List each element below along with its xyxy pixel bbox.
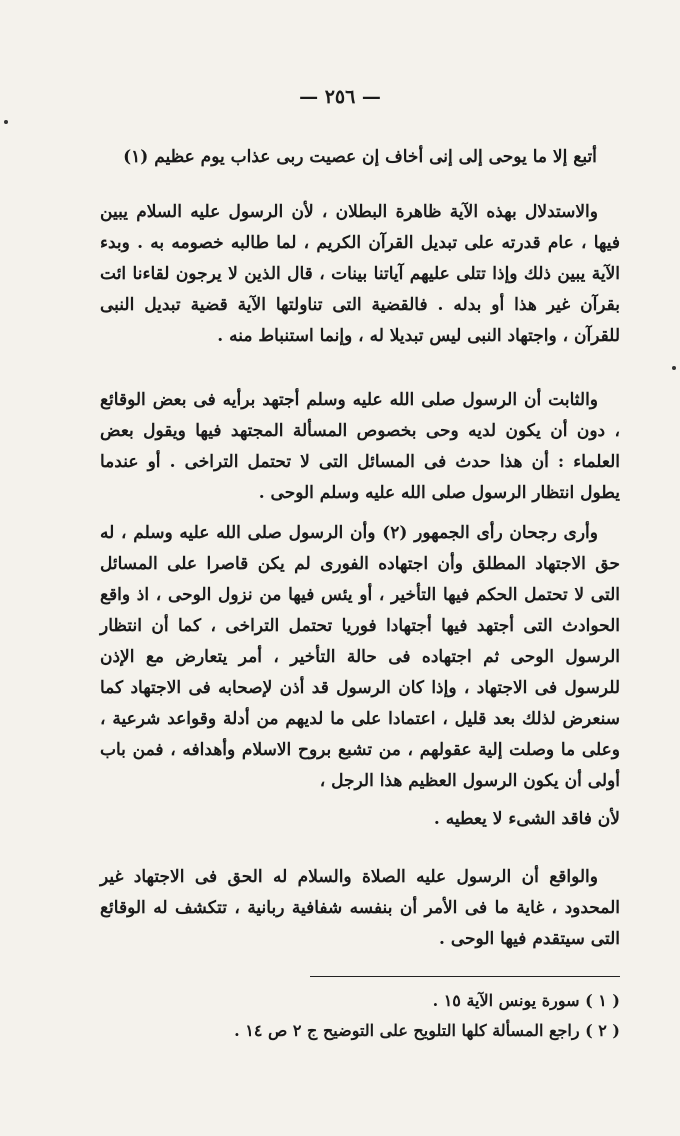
footnote-2: ( ٢ ) راجع المسألة كلها التلويح على التوضيح ج ٢ ص ١٤ . — [234, 1021, 620, 1040]
margin-speck — [4, 120, 8, 124]
paragraph-4: والواقع أن الرسول عليه الصلاة والسلام له الحق فى الاجتهاد غير المحدود ، غاية ما فى الأمر أن بنفسه شفافية ربانية ، تتكشف له الوقائع التى سيتقدم فيها الوحى . — [100, 867, 620, 949]
page-number: — ٢٥٦ — — [299, 86, 381, 108]
margin-speck — [672, 366, 676, 370]
paragraph-3-end: لأن فاقد الشىء لا يعطيه . — [433, 809, 620, 829]
footnote-divider — [310, 976, 620, 977]
footnotes — [180, 986, 620, 1046]
paragraph-3: وأرى رجحان رأى الجمهور (٢) وأن الرسول صلى الله عليه وسلم ، له حق الاجتهاد المطلق وأن اجتهاده الفورى لم يكن قاصرا على المسائل التى لا تحتمل الحكم فيها التأخير ، أو يئس فيها من نزول الوحى ، اذ واقع الحوادث التى أجتهد فيها أجتهادا فوريا تحتمل التراخى ، كما أن انتظار الرسول الوحى ثم اجتهاده فى حالة التأخير ، أمر يتعارض مع الإذن للرسول فى الاجتهاد ، وإذا كان الرسول قد أذن لإصحابه فى الاجتهاد كما سنعرض لذلك بعد قليل ، اعتمادا على ما لديهم من أدلة وقواعد شرعية ، وعلى ما وصلت إلية عقولهم ، من تشبع بروح الاسلام وأهدافه ، فمن باب أولى أن يكون الرسول العظيم هذا الرجل ، — [100, 523, 620, 791]
footnote-1: ( ١ ) سورة يونس الآية ١٥ . — [432, 991, 620, 1010]
paragraph-2: والثابت أن الرسول صلى الله عليه وسلم أجتهد برأيه فى بعض الوقائع ، دون أن يكون لديه وحى بخصوص المسألة المجتهد فيها ويقول بعض العلماء : أن هذا حدث فى المسائل التى لا تحتمل التراخى . أو عندما يطول انتظار الرسول صلى الله عليه وسلم الوحى . — [100, 390, 620, 503]
paragraph-1: والاستدلال بهذه الآية ظاهرة البطلان ، لأن الرسول عليه السلام يبين فيها ، عام قدرته على تبديل القرآن الكريم ، لما طالبه خصومه به . وبدء الآية يبين ذلك وإذا تتلى عليهم آياتنا بينات ، قال الذين لا يرجون لقاءنا ائت بقرآن غير هذا أو بدله . فالقضية التى تناولتها الآية قضية تبديل النبى للقرآن ، واجتهاد النبى ليس تبديلا له ، وإنما استنباط منه . — [100, 202, 620, 346]
quran-verse: أتبع إلا ما يوحى إلى إنى أخاف إن عصيت ربى عذاب يوم عظيم (١) — [123, 147, 597, 167]
